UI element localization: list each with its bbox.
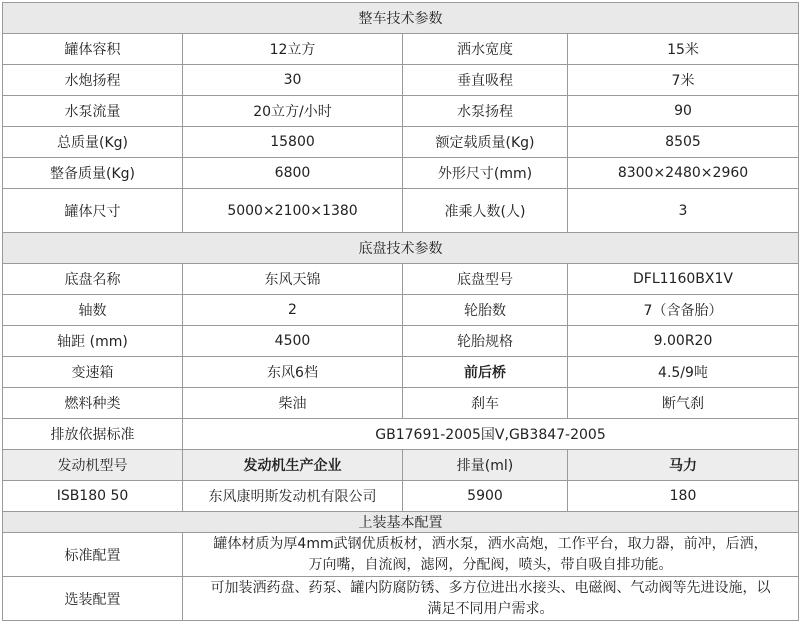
engine-model-value: ISB180 50: [3, 481, 183, 512]
param-value: 15米: [568, 34, 799, 65]
param-label: 准乘人数(人): [403, 189, 568, 233]
standard-config-line: 罐体材质为厚4mm武钢优质板材，洒水泵，洒水高炮，工作平台，取力器，前冲，后洒，: [213, 535, 768, 552]
param-label: 变速箱: [3, 357, 183, 388]
param-value: 3: [568, 189, 799, 233]
param-value: DFL1160BX1V: [568, 264, 799, 295]
param-label: 水炮扬程: [3, 65, 183, 96]
param-value: 90: [568, 96, 799, 127]
optional-config-line: 满足不同用户需求。: [427, 600, 554, 617]
table-row: [3, 295, 799, 326]
param-label: 洒水宽度: [403, 34, 568, 65]
engine-maker-header: 发动机生产企业: [183, 450, 403, 481]
optional-config-text: [183, 577, 799, 621]
param-value: 9.00R20: [568, 326, 799, 357]
horsepower-header: 马力: [568, 450, 799, 481]
standard-config-text: [183, 533, 799, 577]
standard-config-line: 万向嘴，自流阀，滤网，分配阀，喷头，带自吸自排功能。: [308, 556, 673, 573]
param-label: 底盘名称: [3, 264, 183, 295]
section-title-upper: 上装基本配置: [3, 512, 799, 533]
optional-config-row: [3, 577, 799, 621]
param-value: 6800: [183, 158, 403, 189]
standard-config-row: [3, 533, 799, 577]
spec-table: [2, 2, 799, 621]
param-value: 12立方: [183, 34, 403, 65]
param-label: 罐体容积: [3, 34, 183, 65]
param-label: 轮胎数: [403, 295, 568, 326]
param-value: 8300×2480×2960: [568, 158, 799, 189]
param-label: 总质量(Kg): [3, 127, 183, 158]
param-label: 罐体尺寸: [3, 189, 183, 233]
param-value: 15800: [183, 127, 403, 158]
param-label: 整备质量(Kg): [3, 158, 183, 189]
section-row-upper: [3, 512, 799, 533]
table-row: [3, 34, 799, 65]
engine-values-row: [3, 481, 799, 512]
param-label: 水泵流量: [3, 96, 183, 127]
table-row: [3, 96, 799, 127]
param-label: 水泵扬程: [403, 96, 568, 127]
table-row: [3, 127, 799, 158]
param-label: 额定载质量(Kg): [403, 127, 568, 158]
param-label: 前后桥: [403, 357, 568, 388]
engine-header-row: [3, 450, 799, 481]
param-label: 刹车: [403, 388, 568, 419]
param-value: 20立方/小时: [183, 96, 403, 127]
engine-model-header: 发动机型号: [3, 450, 183, 481]
section-row-chassis: [3, 233, 799, 264]
param-value: 8505: [568, 127, 799, 158]
param-label: 轴数: [3, 295, 183, 326]
optional-config-label: 选装配置: [3, 577, 183, 621]
table-row: [3, 264, 799, 295]
param-value: 30: [183, 65, 403, 96]
standard-config-label: 标准配置: [3, 533, 183, 577]
section-title-vehicle: 整车技术参数: [3, 3, 799, 34]
param-value: 5000×2100×1380: [183, 189, 403, 233]
param-label: 燃料种类: [3, 388, 183, 419]
displacement-header: 排量(ml): [403, 450, 568, 481]
displacement-value: 5900: [403, 481, 568, 512]
param-label: 外形尺寸(mm): [403, 158, 568, 189]
emission-value: GB17691-2005国Ⅴ,GB3847-2005: [183, 419, 799, 450]
param-value: 4500: [183, 326, 403, 357]
param-value: 7（含备胎）: [568, 295, 799, 326]
table-row: [3, 189, 799, 233]
param-value: 东风6档: [183, 357, 403, 388]
param-label: 底盘型号: [403, 264, 568, 295]
param-value: 7米: [568, 65, 799, 96]
param-value: 2: [183, 295, 403, 326]
section-title-chassis: 底盘技术参数: [3, 233, 799, 264]
emission-label: 排放依据标准: [3, 419, 183, 450]
param-label: 垂直吸程: [403, 65, 568, 96]
param-value: 断气刹: [568, 388, 799, 419]
engine-maker-value: 东风康明斯发动机有限公司: [183, 481, 403, 512]
param-value: 东风天锦: [183, 264, 403, 295]
table-row: [3, 65, 799, 96]
param-value: 4.5/9吨: [568, 357, 799, 388]
table-row: [3, 357, 799, 388]
param-label: 轴距 (mm): [3, 326, 183, 357]
optional-config-line: 可加装洒药盘、药泵、罐内防腐防锈、多方位进出水接头、电磁阀、气动阀等先进设施，以: [210, 579, 771, 596]
table-row: [3, 158, 799, 189]
emission-row: [3, 419, 799, 450]
section-row-vehicle: [3, 3, 799, 34]
table-row: [3, 388, 799, 419]
param-label: 轮胎规格: [403, 326, 568, 357]
table-row: [3, 326, 799, 357]
param-value: 柴油: [183, 388, 403, 419]
horsepower-value: 180: [568, 481, 799, 512]
